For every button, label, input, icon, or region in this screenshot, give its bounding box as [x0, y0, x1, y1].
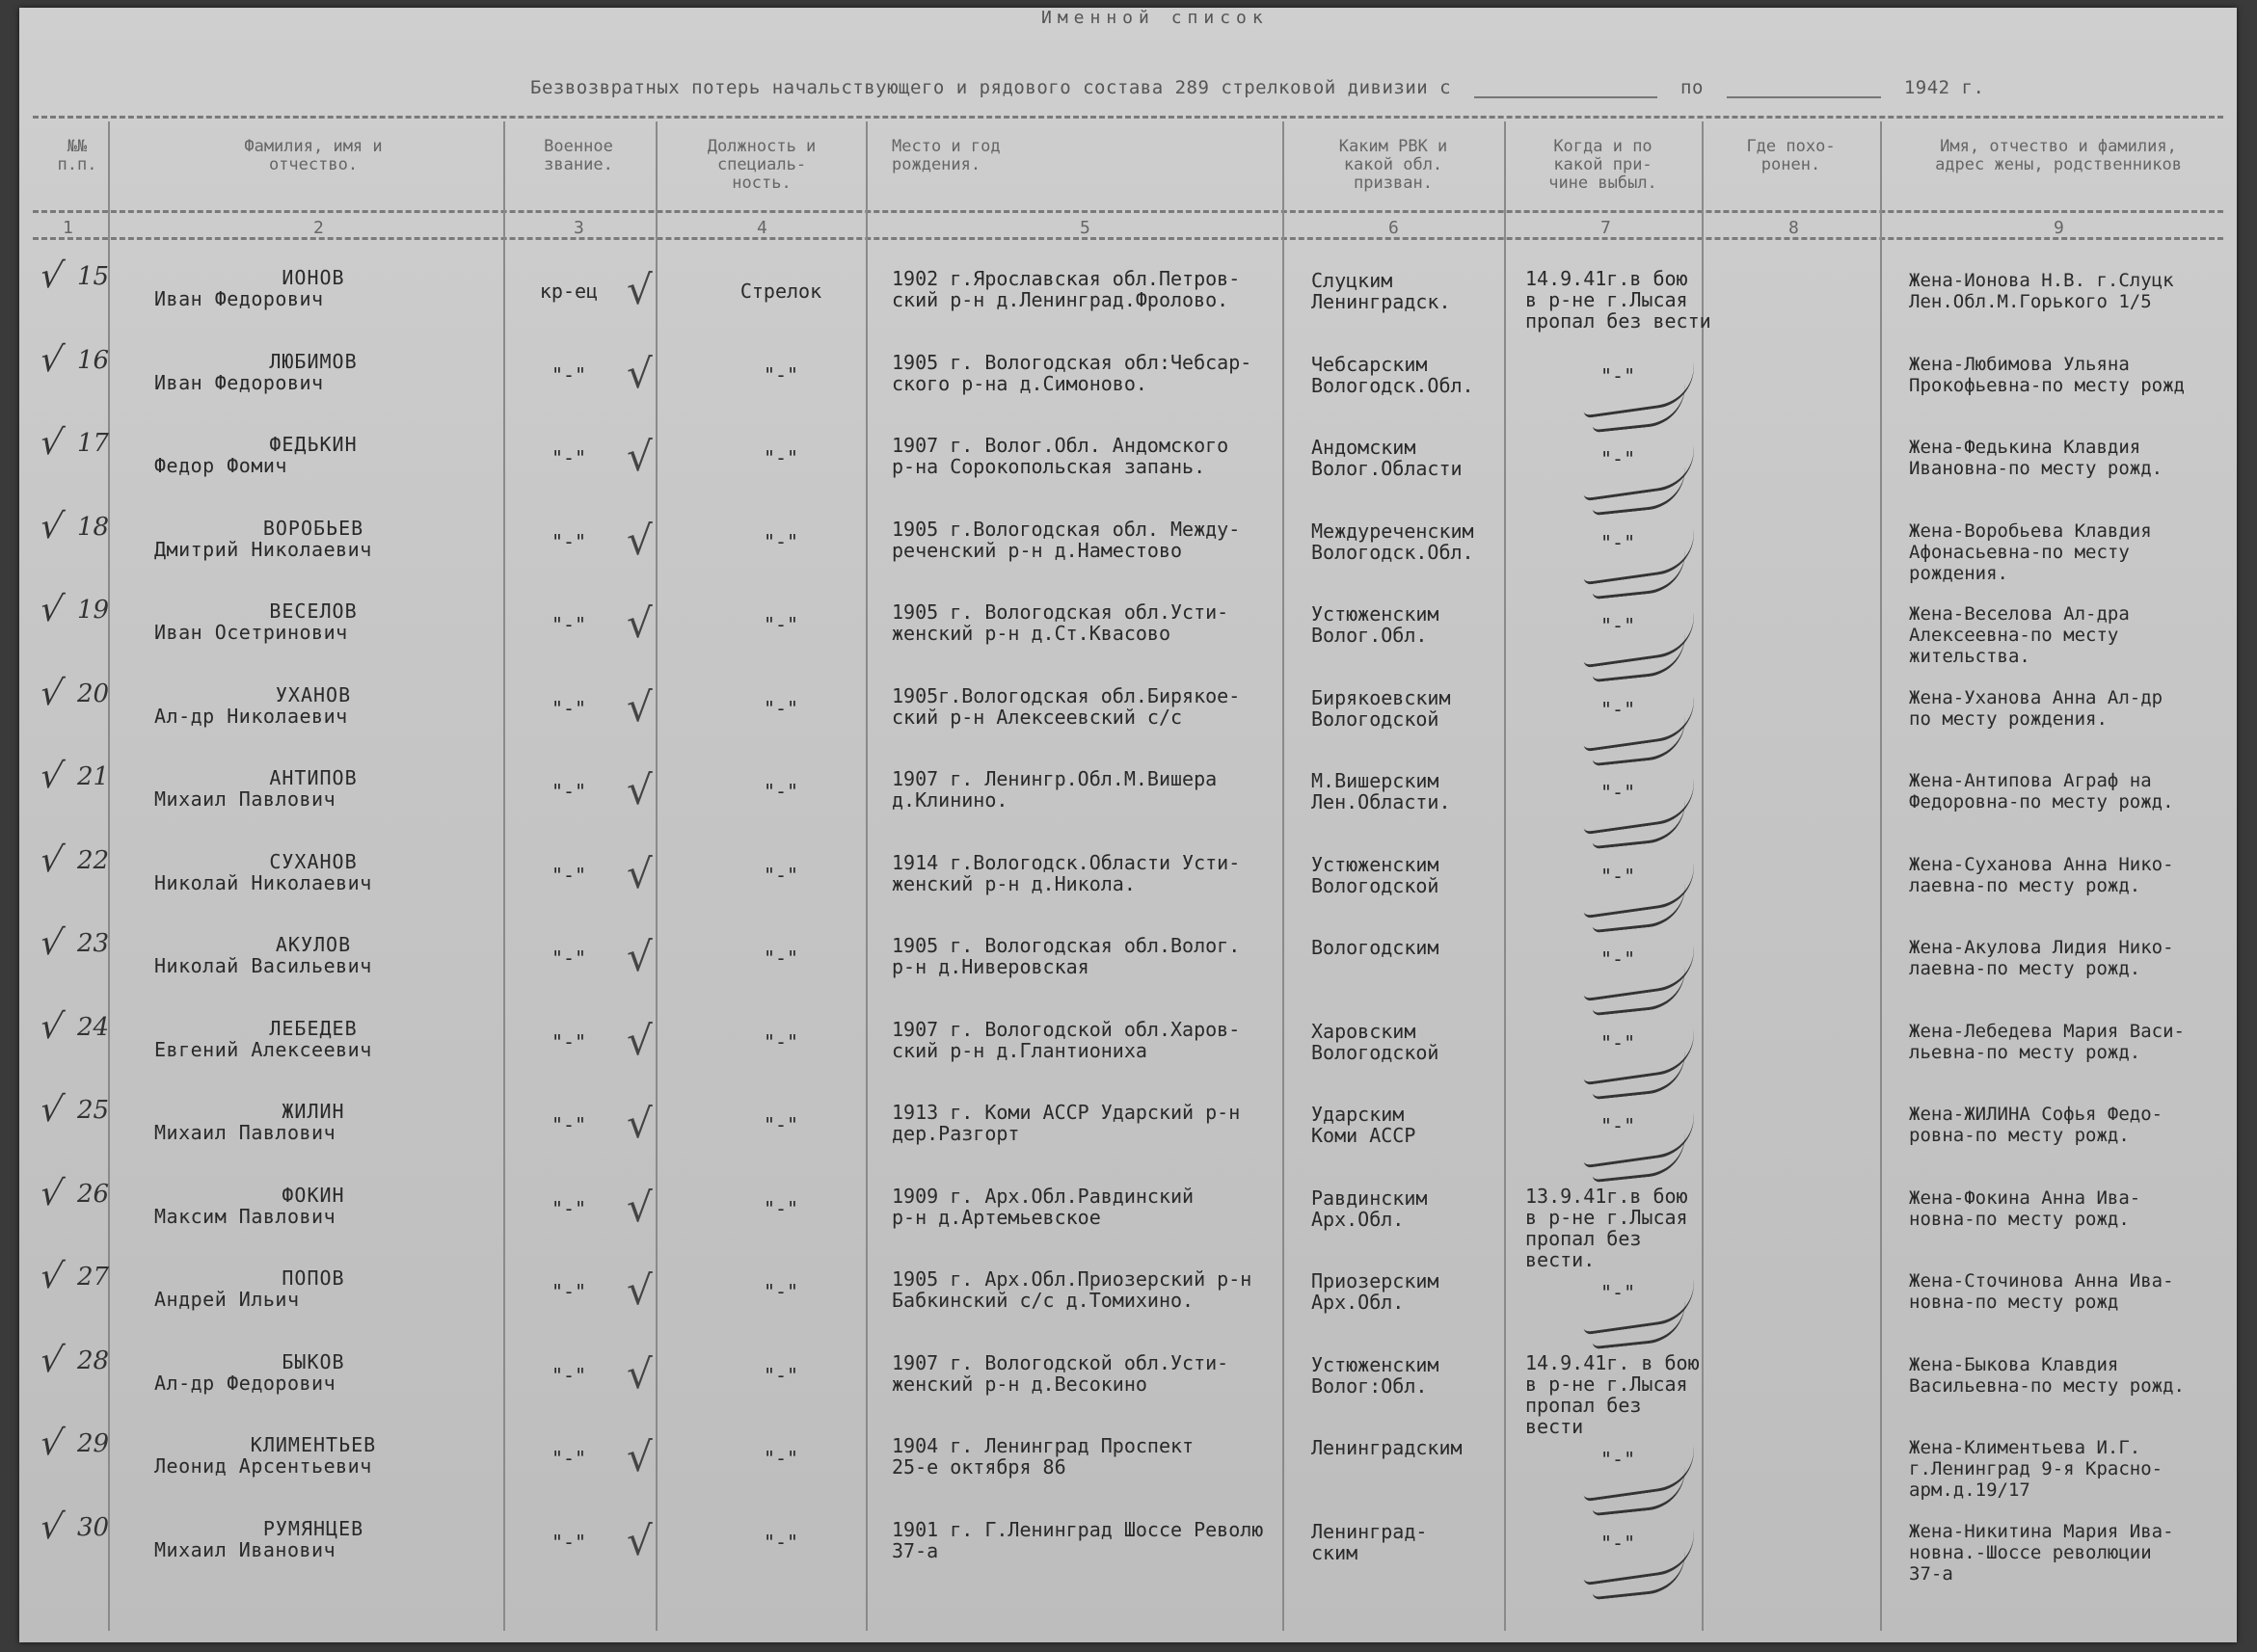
next-of-kin: Жена-Антипова Аграф на Федоровна-по месту рожд.	[1909, 770, 2174, 813]
surname: ЖИЛИН	[282, 1100, 345, 1123]
table-row	[19, 1006, 2237, 1094]
drafting-office: Устюженским Волог.Обл.	[1311, 602, 1439, 647]
handwritten-check-mark: √ 27	[37, 1257, 110, 1296]
loss-date-reason: "-"	[1600, 614, 1636, 637]
drafting-office: Вологодским	[1311, 936, 1439, 959]
column-number-7: 7	[1600, 218, 1611, 238]
row-number: 15	[77, 262, 110, 291]
given-names: Леонид Арсентьевич	[154, 1454, 372, 1478]
birthplace-year: 1909 г. Арх.Обл.Равдинский р-н д.Артемьевское	[892, 1184, 1195, 1229]
birthplace-year: 1905 г. Вологодская обл.Усти- женский р-н д.Ст.Квасово	[892, 600, 1229, 645]
column-header-6: Каким РВК и какой обл. призван.	[1338, 137, 1448, 193]
drafting-office: Андомским Волог.Области	[1311, 436, 1463, 480]
loss-date-reason: "-"	[1600, 1531, 1636, 1555]
military-rank: "-"	[551, 1363, 587, 1387]
rank-check-mark: √	[627, 1183, 653, 1231]
loss-date-reason: "-"	[1600, 864, 1636, 888]
table-row	[19, 590, 2237, 677]
military-rank: "-"	[551, 863, 587, 887]
handwritten-check-mark: √ 29	[37, 1424, 110, 1463]
next-of-kin: Жена-Никитина Мария Ива- новна.-Шоссе революции 37-а	[1909, 1520, 2174, 1585]
position: "-"	[763, 696, 799, 720]
birthplace-year: 1907 г. Вологодской обл.Харов- ский р-н д.Глантиониха	[892, 1017, 1241, 1062]
position: "-"	[763, 1363, 799, 1387]
surname: ВЕСЕЛОВ	[269, 600, 358, 623]
header-bottom-rule	[33, 237, 2223, 240]
position: "-"	[763, 1280, 799, 1303]
military-rank: "-"	[551, 696, 587, 720]
drafting-office: Ленинград- ским	[1311, 1519, 1428, 1564]
surname: ПОПОВ	[282, 1266, 345, 1290]
loss-date-reason: "-"	[1600, 781, 1636, 804]
birthplace-year: 1902 г.Ярославская обл.Петров- ский р-н д.Ленинград.Фролово.	[892, 267, 1241, 311]
handwritten-check-mark: √ 23	[37, 923, 110, 963]
header-top-rule	[33, 116, 2223, 119]
handwritten-check-mark: √ 15	[37, 256, 110, 296]
table-row	[19, 1340, 2237, 1438]
rank-check-mark: √	[627, 516, 653, 564]
position: "-"	[763, 362, 799, 386]
military-rank: "-"	[551, 446, 587, 469]
surname: АНТИПОВ	[269, 766, 358, 789]
column-header-7: Когда и по какой при- чине выбыл.	[1548, 137, 1657, 193]
column-number-8: 8	[1788, 218, 1799, 238]
given-names: Николай Николаевич	[154, 870, 372, 894]
handwritten-check-mark: √ 30	[37, 1506, 110, 1547]
loss-date-reason: 13.9.41г.в бою в р-не г.Лысая пропал без вести.	[1525, 1184, 1688, 1271]
loss-date-reason: "-"	[1600, 447, 1636, 470]
given-names: Иван Осетринович	[154, 621, 348, 644]
drafting-office: Харовским Вологодской	[1311, 1019, 1439, 1064]
row-number: 16	[77, 345, 110, 375]
rank-check-mark: √	[627, 600, 653, 647]
next-of-kin: Жена-Фокина Анна Ива- новна-по месту рожд.	[1909, 1186, 2141, 1230]
birthplace-year: 1907 г. Волог.Обл. Андомского р-на Сорокопольская запань.	[892, 434, 1229, 478]
given-names: Иван Федорович	[154, 370, 324, 394]
handwritten-check-mark: √ 19	[37, 590, 110, 629]
given-names: Ал-др Николаевич	[154, 704, 348, 728]
birthplace-year: 1905 г.Вологодская обл. Между- реченский р-н д.Наместово	[892, 517, 1241, 562]
birthplace-year: 1907 г. Вологодской обл.Усти- женский р-н д.Весокино	[892, 1350, 1229, 1396]
next-of-kin: Жена-Уханова Анна Ал-др по месту рождения.	[1909, 686, 2163, 730]
rank-check-mark: √	[627, 1100, 653, 1147]
column-number-6: 6	[1388, 218, 1399, 238]
surname: ЛЕБЕДЕВ	[269, 1016, 358, 1040]
given-names: Николай Васильевич	[154, 954, 372, 977]
birthplace-year: 1907 г. Ленингр.Обл.М.Вишера д.Клинино.	[892, 767, 1218, 812]
date-from-blank	[1474, 83, 1657, 98]
row-number: 24	[77, 1012, 110, 1042]
drafting-office: Слуцким Ленинградск.	[1311, 269, 1451, 313]
loss-date-reason: "-"	[1600, 530, 1636, 554]
given-names: Михаил Иванович	[154, 1537, 336, 1561]
position: Стрелок	[739, 280, 822, 303]
position: "-"	[763, 1530, 799, 1554]
drafting-office: Устюженским Вологодской	[1311, 852, 1439, 897]
loss-date-reason: "-"	[1600, 1281, 1636, 1304]
rank-check-mark: √	[627, 433, 653, 480]
surname: ВОРОБЬЕВ	[262, 516, 364, 540]
column-header-8: Где похо- ронен.	[1746, 137, 1836, 174]
birthplace-year: 1904 г. Ленинград Проспект 25-е октября 86	[892, 1434, 1195, 1479]
handwritten-check-mark: √ 24	[37, 1006, 110, 1047]
row-number: 27	[77, 1263, 110, 1292]
table-row	[19, 506, 2237, 594]
military-rank: кр-ец	[539, 280, 599, 303]
given-names: Андрей Ильич	[154, 1288, 300, 1311]
military-rank: "-"	[551, 1280, 587, 1303]
military-rank: "-"	[551, 946, 587, 970]
next-of-kin: Жена-Любимова Ульяна Прокофьевна-по месту рожд	[1909, 353, 2185, 396]
column-header-3: Военное звание.	[544, 137, 613, 174]
surname: ФОКИН	[282, 1183, 345, 1207]
surname: ФЕДЬКИН	[269, 433, 358, 456]
position: "-"	[763, 529, 799, 553]
birthplace-year: 1905 г. Арх.Обл.Приозерский р-н Бабкинский с/с д.Томихино.	[892, 1267, 1252, 1312]
handwritten-stroke	[1589, 965, 1689, 1016]
next-of-kin: Жена-Быкова Клавдия Васильевна-по месту рожд.	[1909, 1353, 2185, 1397]
surname: ИОНОВ	[282, 266, 345, 289]
document-title	[530, 77, 2169, 98]
surname: КЛИМЕНТЬЕВ	[250, 1433, 377, 1456]
rank-check-mark: √	[627, 349, 653, 397]
military-rank: "-"	[551, 780, 587, 803]
handwritten-check-mark: √ 17	[37, 423, 110, 463]
handwritten-check-mark: √ 22	[37, 839, 110, 880]
rank-check-mark: √	[627, 266, 653, 313]
column-number-2: 2	[313, 218, 324, 238]
table-row	[19, 339, 2237, 427]
date-to-blank	[1727, 83, 1881, 98]
handwritten-stroke	[1589, 1298, 1689, 1349]
rank-check-mark: √	[627, 1433, 653, 1480]
rank-check-mark: √	[627, 1016, 653, 1064]
rank-check-mark: √	[627, 849, 653, 897]
handwritten-stroke	[1589, 798, 1689, 849]
row-number: 30	[77, 1512, 110, 1542]
birthplace-year: 1905 г. Вологодская обл.Волог. р-н д.Ниверовская	[892, 934, 1241, 978]
position: "-"	[763, 1113, 799, 1136]
handwritten-stroke	[1589, 1132, 1689, 1183]
next-of-kin: Жена-Федькина Клавдия Ивановна-по месту рожд.	[1909, 437, 2163, 479]
row-number: 19	[77, 596, 110, 625]
surname: СУХАНОВ	[269, 849, 358, 873]
loss-date-reason: 14.9.41г.в бою в р-не г.Лысая пропал без вести	[1525, 267, 1711, 333]
handwritten-check-mark: √ 21	[37, 757, 110, 796]
column-number-1: 1	[63, 218, 73, 238]
surname: АКУЛОВ	[275, 933, 352, 956]
rank-check-mark: √	[627, 682, 653, 731]
position: "-"	[763, 863, 799, 887]
handwritten-stroke	[1589, 631, 1689, 682]
next-of-kin: Жена-Лебедева Мария Васи- льевна-по месту рожд.	[1909, 1020, 2185, 1063]
loss-date-reason: "-"	[1600, 1448, 1636, 1471]
handwritten-check-mark: √ 16	[37, 339, 110, 380]
table-row	[19, 1090, 2237, 1177]
row-number: 17	[77, 429, 110, 458]
given-names: Максим Павлович	[154, 1204, 336, 1228]
next-of-kin: Жена-Веселова Ал-дра Алексеевна-по месту жительства.	[1909, 603, 2130, 667]
loss-date-reason: "-"	[1600, 363, 1636, 387]
loss-date-reason: 14.9.41г. в бою в р-не г.Лысая пропал без вести	[1525, 1350, 1700, 1438]
surname: УХАНОВ	[275, 682, 352, 706]
row-number: 29	[77, 1429, 110, 1458]
table-row	[19, 1173, 2237, 1271]
military-rank: "-"	[551, 529, 587, 553]
birthplace-year: 1914 г.Вологодск.Области Усти- женский р-н д.Никола.	[892, 850, 1241, 895]
given-names: Иван Федорович	[154, 287, 324, 310]
next-of-kin: Жена-Климентьева И.Г. г.Ленинград 9-я Красно- арм.д.19/17	[1909, 1437, 2163, 1501]
row-number: 20	[77, 679, 110, 708]
drafting-office: Чебсарским Вологодск.Обл.	[1311, 352, 1474, 397]
table-row	[19, 1424, 2237, 1510]
birthplace-year: 1913 г. Коми АССР Ударский р-н дер.Разгорт	[892, 1101, 1241, 1145]
table-row	[19, 757, 2237, 843]
military-rank: "-"	[551, 1530, 587, 1554]
row-number: 28	[77, 1346, 110, 1375]
row-number: 25	[77, 1096, 110, 1125]
given-names: Дмитрий Николаевич	[154, 537, 372, 561]
loss-date-reason: "-"	[1600, 947, 1636, 971]
rank-check-mark: √	[627, 1266, 653, 1314]
next-of-kin: Жена-Акулова Лидия Нико- лаевна-по месту рожд.	[1909, 937, 2174, 979]
column-header-1: №№ п.п.	[57, 137, 97, 174]
position: "-"	[763, 1029, 799, 1053]
military-rank: "-"	[551, 1196, 587, 1220]
table-row	[19, 839, 2237, 927]
rank-check-mark: √	[627, 1349, 653, 1398]
birthplace-year: 1905г.Вологодская обл.Бирякое- ский р-н Алексеевский с/с	[892, 683, 1241, 729]
row-number: 26	[77, 1179, 110, 1209]
drafting-office: Приозерским Арх.Обл.	[1311, 1269, 1439, 1314]
rank-check-mark: √	[627, 933, 653, 980]
given-names: Евгений Алексеевич	[154, 1037, 372, 1061]
surname: БЫКОВ	[282, 1349, 345, 1373]
handwritten-check-mark: √ 28	[37, 1340, 110, 1380]
title-text: Безвозвратных потерь начальствующего и рядового состава 289 стрелковой дивизии с	[530, 77, 1452, 98]
column-header-9: Имя, отчество и фамилия, адрес жены, родственников	[1935, 137, 2182, 174]
military-rank: "-"	[551, 613, 587, 636]
table-row	[19, 1506, 2237, 1594]
row-number: 22	[77, 845, 110, 875]
given-names: Ал-др Федорович	[154, 1371, 336, 1395]
military-rank: "-"	[551, 1113, 587, 1136]
birthplace-year: 1901 г. Г.Ленинград Шоссе Револю 37-а	[892, 1517, 1264, 1562]
table-row	[19, 256, 2237, 343]
drafting-office: Равдинским Арх.Обл.	[1311, 1186, 1428, 1231]
drafting-office: Междуреченским Вологодск.Обл.	[1311, 519, 1474, 564]
drafting-office: М.Вишерским Лен.Области.	[1311, 769, 1451, 813]
handwritten-stroke	[1589, 465, 1689, 516]
table-row	[19, 673, 2237, 760]
column-header-2: Фамилия, имя и отчество.	[244, 137, 383, 174]
table-row	[19, 423, 2237, 510]
position: "-"	[763, 1447, 799, 1470]
column-header-5: Место и год рождения.	[892, 137, 1001, 174]
loss-date-reason: "-"	[1600, 697, 1636, 721]
next-of-kin: Жена-Сточинова Анна Ива- новна-по месту рожд	[1909, 1270, 2174, 1313]
row-number: 23	[77, 929, 110, 958]
drafting-office: Устюженским Волог:Обл.	[1311, 1352, 1439, 1398]
drafting-office: Ленинградским	[1311, 1436, 1463, 1459]
drafting-office: Бирякоевским Вологодской	[1311, 685, 1451, 731]
given-names: Федор Фомич	[154, 454, 287, 477]
loss-date-reason: "-"	[1600, 1030, 1636, 1054]
handwritten-check-mark: √ 26	[37, 1173, 110, 1213]
given-names: Михаил Павлович	[154, 1121, 336, 1144]
rank-check-mark: √	[627, 1516, 653, 1564]
position: "-"	[763, 780, 799, 803]
row-number: 18	[77, 512, 110, 542]
drafting-office: Ударским Коми АССР	[1311, 1103, 1416, 1147]
column-number-5: 5	[1080, 218, 1090, 238]
handwritten-check-mark: √ 18	[37, 506, 110, 546]
column-number-4: 4	[757, 218, 767, 238]
military-rank: "-"	[551, 1029, 587, 1053]
next-of-kin: Жена-ЖИЛИНА Софья Федо- ровна-по месту рожд.	[1909, 1104, 2163, 1146]
handwritten-stroke	[1589, 1465, 1689, 1516]
table-row	[19, 1257, 2237, 1344]
document-sheet	[19, 8, 2237, 1642]
handwritten-check-mark: √ 25	[37, 1090, 110, 1130]
next-of-kin: Жена-Суханова Анна Нико- лаевна-по месту рожд.	[1909, 853, 2174, 896]
row-number: 21	[77, 762, 110, 791]
position: "-"	[763, 446, 799, 469]
surname: ЛЮБИМОВ	[269, 349, 358, 373]
birthplace-year: 1905 г. Вологодская обл:Чебсар- ского р-на д.Симоново.	[892, 350, 1252, 395]
next-of-kin: Жена-Ионова Н.В. г.Слуцк Лен.Обл.М.Горького 1/5	[1909, 270, 2174, 312]
column-number-9: 9	[2054, 218, 2064, 238]
column-number-3: 3	[574, 218, 584, 238]
column-header-4: Должность и специаль- ность.	[707, 137, 817, 193]
position: "-"	[763, 613, 799, 636]
handwritten-check-mark: √ 20	[37, 673, 110, 713]
title-to: по	[1680, 77, 1704, 98]
title-year: 1942 г.	[1903, 77, 1985, 98]
document-heading: Именной список	[1041, 8, 1269, 28]
position: "-"	[763, 946, 799, 970]
table-row	[19, 923, 2237, 1010]
rank-check-mark: √	[627, 766, 653, 813]
loss-date-reason: "-"	[1600, 1114, 1636, 1137]
position: "-"	[763, 1196, 799, 1220]
military-rank: "-"	[551, 1447, 587, 1470]
header-mid-rule	[33, 210, 2223, 213]
surname: РУМЯНЦЕВ	[262, 1516, 364, 1540]
given-names: Михаил Павлович	[154, 787, 336, 811]
military-rank: "-"	[551, 362, 587, 386]
next-of-kin: Жена-Воробьева Клавдия Афонасьевна-по месту рождения.	[1909, 520, 2152, 584]
